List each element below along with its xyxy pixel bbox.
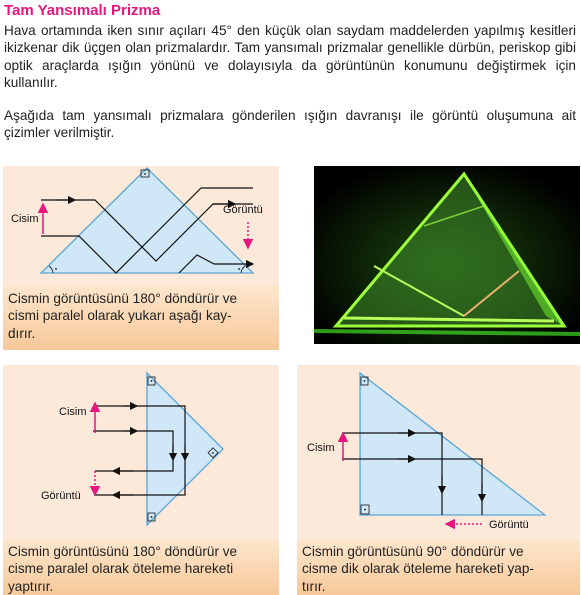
- image-label-1: Görüntü: [223, 204, 263, 216]
- diagram-2-svg: [3, 365, 279, 540]
- object-label-1: Cisim: [11, 213, 39, 225]
- page-title: Tam Yansımalı Prizma: [4, 2, 161, 19]
- object-label-3: Cisim: [307, 442, 335, 454]
- green-laser-prism-photo: [314, 166, 580, 344]
- diagram-3-caption: Cismin görüntüsünü 90° döndürür ve cisme dik olarak öteleme hareketi yap- tırır.: [297, 540, 580, 595]
- intro-paragraph: Hava ortamında iken sınır açıları 45° den küçük olan saydam maddelerden yapılmış kesitleri ikizkenar dik üçgen olan prizmalardır. Tam yansımalı prizmalar genellikle dürbün, periskop gibi optik araçlarda ışığın yönünü ve dolayısıyla da görüntünün konumunu değiştirmek için kullanılır.: [4, 23, 576, 91]
- diagram-3-svg: [297, 365, 580, 540]
- image-label-3: Görüntü: [489, 519, 529, 531]
- sub-paragraph: Aşağıda tam yansımalı prizmalara gönderilen ışığın davranışı ile görüntü oluşumuna ait çizimler verilmiştir.: [4, 108, 576, 141]
- diagram-3-panel: [297, 365, 580, 595]
- diagram-2-caption: Cismin görüntüsünü 180° döndürür ve cisme paralel olarak öteleme hareketi yaptırır.: [3, 540, 279, 595]
- diagram-1-caption: Cismin görüntüsünü 180° döndürür ve cismi paralel olarak yukarı aşağı kay- dırır.: [3, 286, 279, 350]
- diagram-2-panel: [3, 365, 279, 595]
- object-label-2: Cisim: [59, 406, 87, 418]
- image-label-2: Görüntü: [41, 490, 81, 502]
- diagram-1-panel: [3, 166, 279, 350]
